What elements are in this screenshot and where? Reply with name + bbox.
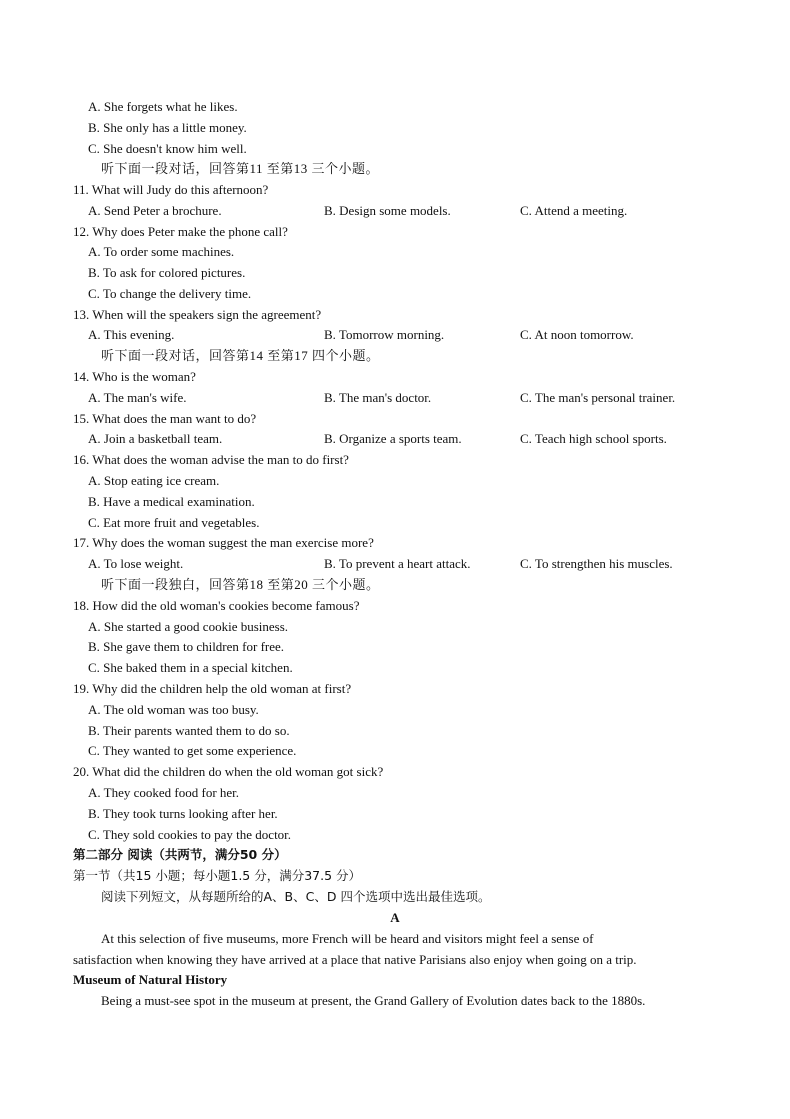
answer-option: A. She forgets what he likes.	[88, 99, 238, 114]
answer-option: C. Eat more fruit and vegetables.	[88, 515, 260, 530]
question-text: 16. What does the woman advise the man to do first?	[73, 452, 349, 467]
answer-option: A. This evening.	[88, 327, 175, 342]
text-span: 听下面一段独白，回答第18 至第20 三个小题。	[101, 577, 380, 592]
text-line	[0, 241, 790, 262]
answer-option: A. She started a good cookie business.	[88, 619, 289, 634]
text-line	[0, 928, 790, 949]
text-line	[0, 990, 790, 1011]
text-line	[0, 865, 790, 886]
text-line	[0, 657, 790, 678]
text-line	[0, 138, 790, 159]
text-line	[0, 824, 790, 845]
text-line	[0, 345, 790, 366]
question-text: 20. What did the children do when the old woman got sick?	[73, 764, 384, 779]
text-line	[0, 512, 790, 533]
text-span: satisfaction when knowing they have arrived at a place that native Parisians also enjoy when going on a trip.	[73, 952, 637, 967]
answer-option: C. The man's personal trainer.	[520, 390, 676, 405]
text-line	[0, 304, 790, 325]
question-text: 15. What does the man want to do?	[73, 411, 257, 426]
text-line	[0, 366, 790, 387]
text-line	[0, 886, 790, 907]
text-line	[0, 428, 790, 449]
text-line	[0, 96, 790, 117]
answer-option: C. They sold cookies to pay the doctor.	[88, 827, 292, 842]
text-line	[0, 740, 790, 761]
text-line	[0, 283, 790, 304]
text-line	[0, 949, 790, 970]
answer-option: A. The old woman was too busy.	[88, 702, 259, 717]
answer-option: A. They cooked food for her.	[88, 785, 240, 800]
answer-option: A. The man's wife.	[88, 390, 187, 405]
answer-option: A. To order some machines.	[88, 244, 235, 259]
text-line	[0, 761, 790, 782]
answer-option: C. To strengthen his muscles.	[520, 556, 673, 571]
answer-option: A. Send Peter a brochure.	[88, 203, 222, 218]
text-line	[0, 678, 790, 699]
answer-option: B. Their parents wanted them to do so.	[88, 723, 290, 738]
answer-option: A. Stop eating ice cream.	[88, 473, 220, 488]
text-line	[0, 699, 790, 720]
text-span: 听下面一段对话，回答第14 至第17 四个小题。	[101, 348, 380, 363]
text-line	[0, 782, 790, 803]
answer-option: B. To prevent a heart attack.	[324, 556, 471, 571]
question-text: 17. Why does the woman suggest the man exercise more?	[73, 535, 374, 550]
text-line	[0, 324, 790, 345]
answer-option: B. Tomorrow morning.	[324, 327, 445, 342]
passage-title: A	[390, 910, 400, 925]
text-line	[0, 449, 790, 470]
answer-option: C. At noon tomorrow.	[520, 327, 634, 342]
text-line	[0, 803, 790, 824]
question-text: 14. Who is the woman?	[73, 369, 196, 384]
text-line	[0, 491, 790, 512]
text-line	[0, 636, 790, 657]
answer-option: B. She only has a little money.	[88, 120, 247, 135]
text-line	[0, 907, 790, 928]
answer-option: B. The man's doctor.	[324, 390, 432, 405]
question-text: 19. Why did the children help the old woman at first?	[73, 681, 352, 696]
text-line	[0, 532, 790, 553]
answer-option: A. Join a basketball team.	[88, 431, 223, 446]
answer-option: C. They wanted to get some experience.	[88, 743, 297, 758]
text-span: Being a must-see spot in the museum at present, the Grand Gallery of Evolution dates back to the 1880s.	[101, 993, 646, 1008]
text-line	[0, 158, 790, 179]
answer-option: B. She gave them to children for free.	[88, 639, 285, 654]
question-text: 11. What will Judy do this afternoon?	[73, 182, 269, 197]
answer-option: B. Have a medical examination.	[88, 494, 255, 509]
text-line	[0, 387, 790, 408]
text-span: 听下面一段对话，回答第11 至第13 三个小题。	[101, 161, 380, 176]
answer-option: C. She baked them in a special kitchen.	[88, 660, 293, 675]
text-line	[0, 844, 790, 865]
text-span: At this selection of five museums, more French will be heard and visitors might feel a sense of	[101, 931, 594, 946]
text-line	[0, 553, 790, 574]
answer-option: C. She doesn't know him well.	[88, 141, 247, 156]
text-line	[0, 117, 790, 138]
answer-option: C. To change the delivery time.	[88, 286, 252, 301]
text-line	[0, 574, 790, 595]
answer-option: B. Design some models.	[324, 203, 451, 218]
text-line	[0, 179, 790, 200]
question-text: 13. When will the speakers sign the agreement?	[73, 307, 322, 322]
section-heading: Museum of Natural History	[73, 972, 228, 987]
text-line	[0, 470, 790, 491]
text-span: 阅读下列短文，从每题所给的A、B、C、D 四个选项中选出最佳选项。	[101, 889, 491, 904]
text-line	[0, 616, 790, 637]
answer-option: A. To lose weight.	[88, 556, 184, 571]
answer-option: B. Organize a sports team.	[324, 431, 462, 446]
text-span: 第一节（共15 小题；每小题1.5 分，满分37.5 分）	[73, 868, 362, 883]
question-text: 18. How did the old woman's cookies become famous?	[73, 598, 360, 613]
text-line	[0, 720, 790, 741]
text-line	[0, 969, 790, 990]
text-line	[0, 408, 790, 429]
answer-option: C. Teach high school sports.	[520, 431, 667, 446]
text-line	[0, 221, 790, 242]
text-line	[0, 200, 790, 221]
answer-option: C. Attend a meeting.	[520, 203, 628, 218]
text-line	[0, 262, 790, 283]
answer-option: B. They took turns looking after her.	[88, 806, 278, 821]
text-line	[0, 595, 790, 616]
answer-option: B. To ask for colored pictures.	[88, 265, 246, 280]
question-text: 12. Why does Peter make the phone call?	[73, 224, 288, 239]
text-span: 第二部分 阅读（共两节，满分50 分）	[73, 847, 287, 862]
